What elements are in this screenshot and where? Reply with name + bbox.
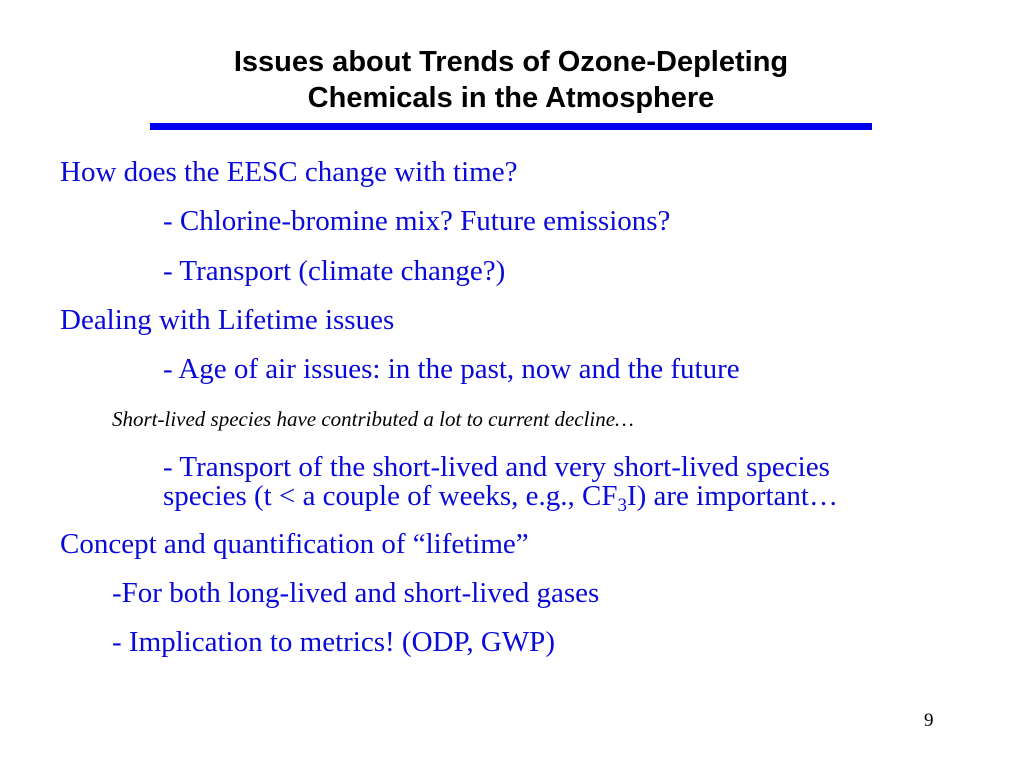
bullet-lifetime-issues: Dealing with Lifetime issues bbox=[60, 304, 395, 336]
sub-bullet-chlorine-bromine: - Chlorine-bromine mix? Future emissions? bbox=[163, 205, 671, 237]
slide-title bbox=[150, 44, 872, 116]
sub-bullet-metrics: - Implication to metrics! (ODP, GWP) bbox=[112, 626, 555, 658]
sub-bullet-long-short-lived: -For both long-lived and short-lived gases bbox=[112, 577, 600, 609]
sub-bullet-transport-short-lived: - Transport of the short-lived and very short-lived species bbox=[163, 451, 830, 483]
title-underline bbox=[150, 123, 872, 130]
bullet-lifetime-concept: Concept and quantification of “lifetime” bbox=[60, 528, 529, 560]
species-text-suffix: I) are important… bbox=[626, 480, 838, 512]
bullet-eesc-change: How does the EESC change with time? bbox=[60, 156, 518, 188]
species-text-prefix: species (t < a couple of weeks, e.g., CF bbox=[163, 480, 618, 512]
cf3i-subscript: 3 bbox=[617, 495, 627, 516]
title-line-1: Issues about Trends of Ozone-Depleting bbox=[233, 46, 789, 78]
sub-bullet-age-of-air: - Age of air issues: in the past, now and the future bbox=[163, 353, 740, 385]
page-number: 9 bbox=[924, 710, 934, 731]
title-line-2: Chemicals in the Atmosphere bbox=[307, 82, 715, 114]
sub-bullet-transport-climate: - Transport (climate change?) bbox=[163, 255, 506, 287]
note-short-lived-species: Short-lived species have contributed a lot to current decline… bbox=[112, 407, 634, 431]
sub-bullet-species-continuation bbox=[163, 480, 838, 516]
